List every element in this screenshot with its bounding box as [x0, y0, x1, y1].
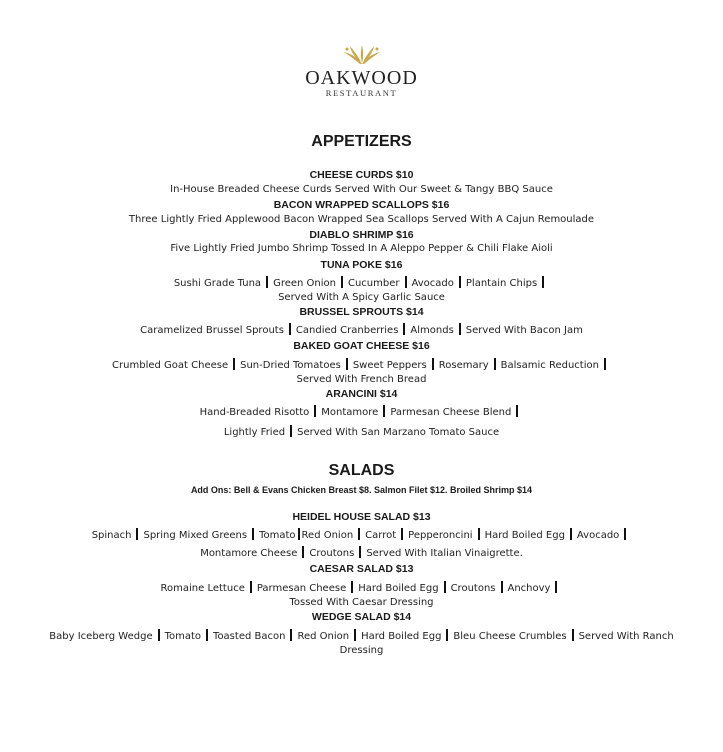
separator	[459, 323, 461, 335]
separator	[572, 629, 574, 641]
separator	[570, 528, 572, 540]
ingredient: Croutons	[309, 548, 355, 559]
ingredient: Balsamic Reduction	[500, 360, 599, 371]
separator	[354, 629, 356, 641]
separator	[542, 276, 544, 288]
separator	[403, 323, 405, 335]
separator	[158, 629, 160, 641]
separator	[358, 528, 360, 540]
separator	[290, 425, 292, 437]
ingredient: Served With Bacon Jam	[465, 325, 583, 336]
ingredient: Parmesan Cheese Blend	[390, 407, 512, 418]
ingredient: Romaine Lettuce	[160, 583, 245, 594]
ingredient: Plantain Chips	[465, 278, 538, 289]
separator	[432, 358, 434, 370]
ingredient: Sushi Grade Tuna	[173, 278, 262, 289]
separator	[405, 276, 407, 288]
ingredient: Spring Mixed Greens	[143, 530, 248, 541]
diablo-title: DIABLO SHRIMP $16	[309, 229, 414, 241]
tuna-title: TUNA POKE $16	[320, 259, 403, 271]
separator	[266, 276, 268, 288]
heidel-salad-ingredients	[0, 528, 723, 541]
separator	[136, 528, 138, 540]
arancini-title: ARANCINI $14	[325, 388, 398, 400]
caesar-salad-dressing: Tossed With Caesar Dressing	[289, 597, 434, 608]
diablo-desc: Five Lightly Fried Jumbo Shrimp Tossed In A Aleppo Pepper & Chili Flake Aioli	[170, 243, 553, 254]
ingredient: Avocado	[576, 530, 620, 541]
tuna-ingredients	[0, 276, 723, 289]
separator	[298, 528, 300, 540]
goat-cheese-title: BAKED GOAT CHEESE $16	[293, 340, 430, 352]
separator	[555, 581, 557, 593]
separator	[250, 581, 252, 593]
caesar-salad-title: CAESAR SALAD $13	[309, 563, 414, 575]
scallops-title: BACON WRAPPED SCALLOPS $16	[273, 199, 450, 211]
ingredient: Bleu Cheese Crumbles	[453, 631, 567, 642]
ingredient: Green Onion	[273, 278, 336, 289]
brussel-title: BRUSSEL SPROUTS $14	[299, 306, 424, 318]
separator	[478, 528, 480, 540]
separator	[351, 581, 353, 593]
ingredient: Almonds	[410, 325, 454, 336]
separator	[501, 581, 503, 593]
ingredient: Lightly Fried	[223, 427, 286, 438]
separator	[444, 581, 446, 593]
separator	[401, 528, 403, 540]
separator	[459, 276, 461, 288]
wedge-salad-dressing: Dressing	[339, 645, 384, 656]
ingredient: Sweet Peppers	[352, 360, 427, 371]
ingredient: Red Onion	[301, 530, 354, 541]
ingredient: Cucumber	[347, 278, 400, 289]
wedge-salad-ingredients	[0, 629, 723, 642]
separator	[516, 405, 518, 417]
ingredient: Caramelized Brussel Sprouts	[140, 325, 284, 336]
arancini-ingredients	[0, 405, 723, 418]
scallops-desc: Three Lightly Fried Applewood Bacon Wrapped Sea Scallops Served With A Cajun Remoulade	[128, 214, 595, 225]
separator	[233, 358, 235, 370]
heidel-salad-title: HEIDEL HOUSE SALAD $13	[292, 511, 431, 523]
ingredient: Served With Ranch	[578, 631, 674, 642]
ingredient: Hard Boiled Egg	[484, 530, 565, 541]
separator	[383, 405, 385, 417]
goat-cheese-ingredients	[0, 358, 723, 371]
ingredient: Anchovy	[507, 583, 551, 594]
ingredient: Red Onion	[297, 631, 350, 642]
separator	[624, 528, 626, 540]
heidel-salad-ingredients-2	[0, 546, 723, 559]
caesar-salad-ingredients	[0, 581, 723, 594]
separator	[359, 546, 361, 558]
separator	[290, 629, 292, 641]
ingredient: Pepperoncini	[408, 530, 473, 541]
ingredient: Rosemary	[438, 360, 489, 371]
ingredient: Hand-Breaded Risotto	[199, 407, 310, 418]
ingredient: Hard Boiled Egg	[361, 631, 442, 642]
ingredient: Tomato	[164, 631, 202, 642]
ingredient: Avocado	[411, 278, 454, 289]
separator	[494, 358, 496, 370]
cheese-curds-desc: In-House Breaded Cheese Curds Served With Our Sweet & Tangy BBQ Sauce	[170, 184, 553, 195]
separator	[289, 323, 291, 335]
wedge-salad-title: WEDGE SALAD $14	[311, 611, 412, 623]
separator	[252, 528, 254, 540]
separator	[446, 629, 448, 641]
ingredient: Candied Cranberries	[295, 325, 399, 336]
separator	[346, 358, 348, 370]
salad-addons: Add Ons: Bell & Evans Chicken Breast $8. Salmon Filet $12. Broiled Shrimp $14	[190, 485, 533, 495]
separator	[604, 358, 606, 370]
separator	[314, 405, 316, 417]
ingredient: Served With Italian Vinaigrette.	[366, 548, 523, 559]
salads-heading: SALADS	[328, 462, 395, 479]
ingredient: Spinach	[91, 530, 132, 541]
ingredient: Tomato	[259, 530, 296, 541]
oak-leaf-icon	[340, 44, 384, 66]
tuna-serving: Served With A Spicy Garlic Sauce	[278, 292, 445, 303]
brand-name: OAKWOOD	[305, 67, 418, 89]
goat-cheese-serving: Served With French Bread	[296, 374, 427, 385]
brussel-ingredients	[0, 323, 723, 336]
ingredient: Crumbled Goat Cheese	[112, 360, 229, 371]
ingredient: Served With San Marzano Tomato Sauce	[297, 427, 500, 438]
restaurant-logo	[0, 44, 723, 98]
appetizers-heading: APPETIZERS	[311, 133, 412, 150]
ingredient: Croutons	[450, 583, 496, 594]
ingredient: Parmesan Cheese	[256, 583, 347, 594]
ingredient: Montamore	[321, 407, 379, 418]
arancini-serving	[0, 425, 723, 438]
ingredient: Hard Boiled Egg	[358, 583, 439, 594]
brand-subtitle: RESTAURANT	[325, 88, 398, 98]
ingredient: Toasted Bacon	[213, 631, 286, 642]
ingredient: Carrot	[365, 530, 397, 541]
separator	[206, 629, 208, 641]
ingredient: Sun-Dried Tomatoes	[240, 360, 341, 371]
separator	[302, 546, 304, 558]
ingredient: Montamore Cheese	[200, 548, 298, 559]
ingredient: Baby Iceberg Wedge	[49, 631, 153, 642]
cheese-curds-title: CHEESE CURDS $10	[309, 169, 414, 181]
separator	[341, 276, 343, 288]
